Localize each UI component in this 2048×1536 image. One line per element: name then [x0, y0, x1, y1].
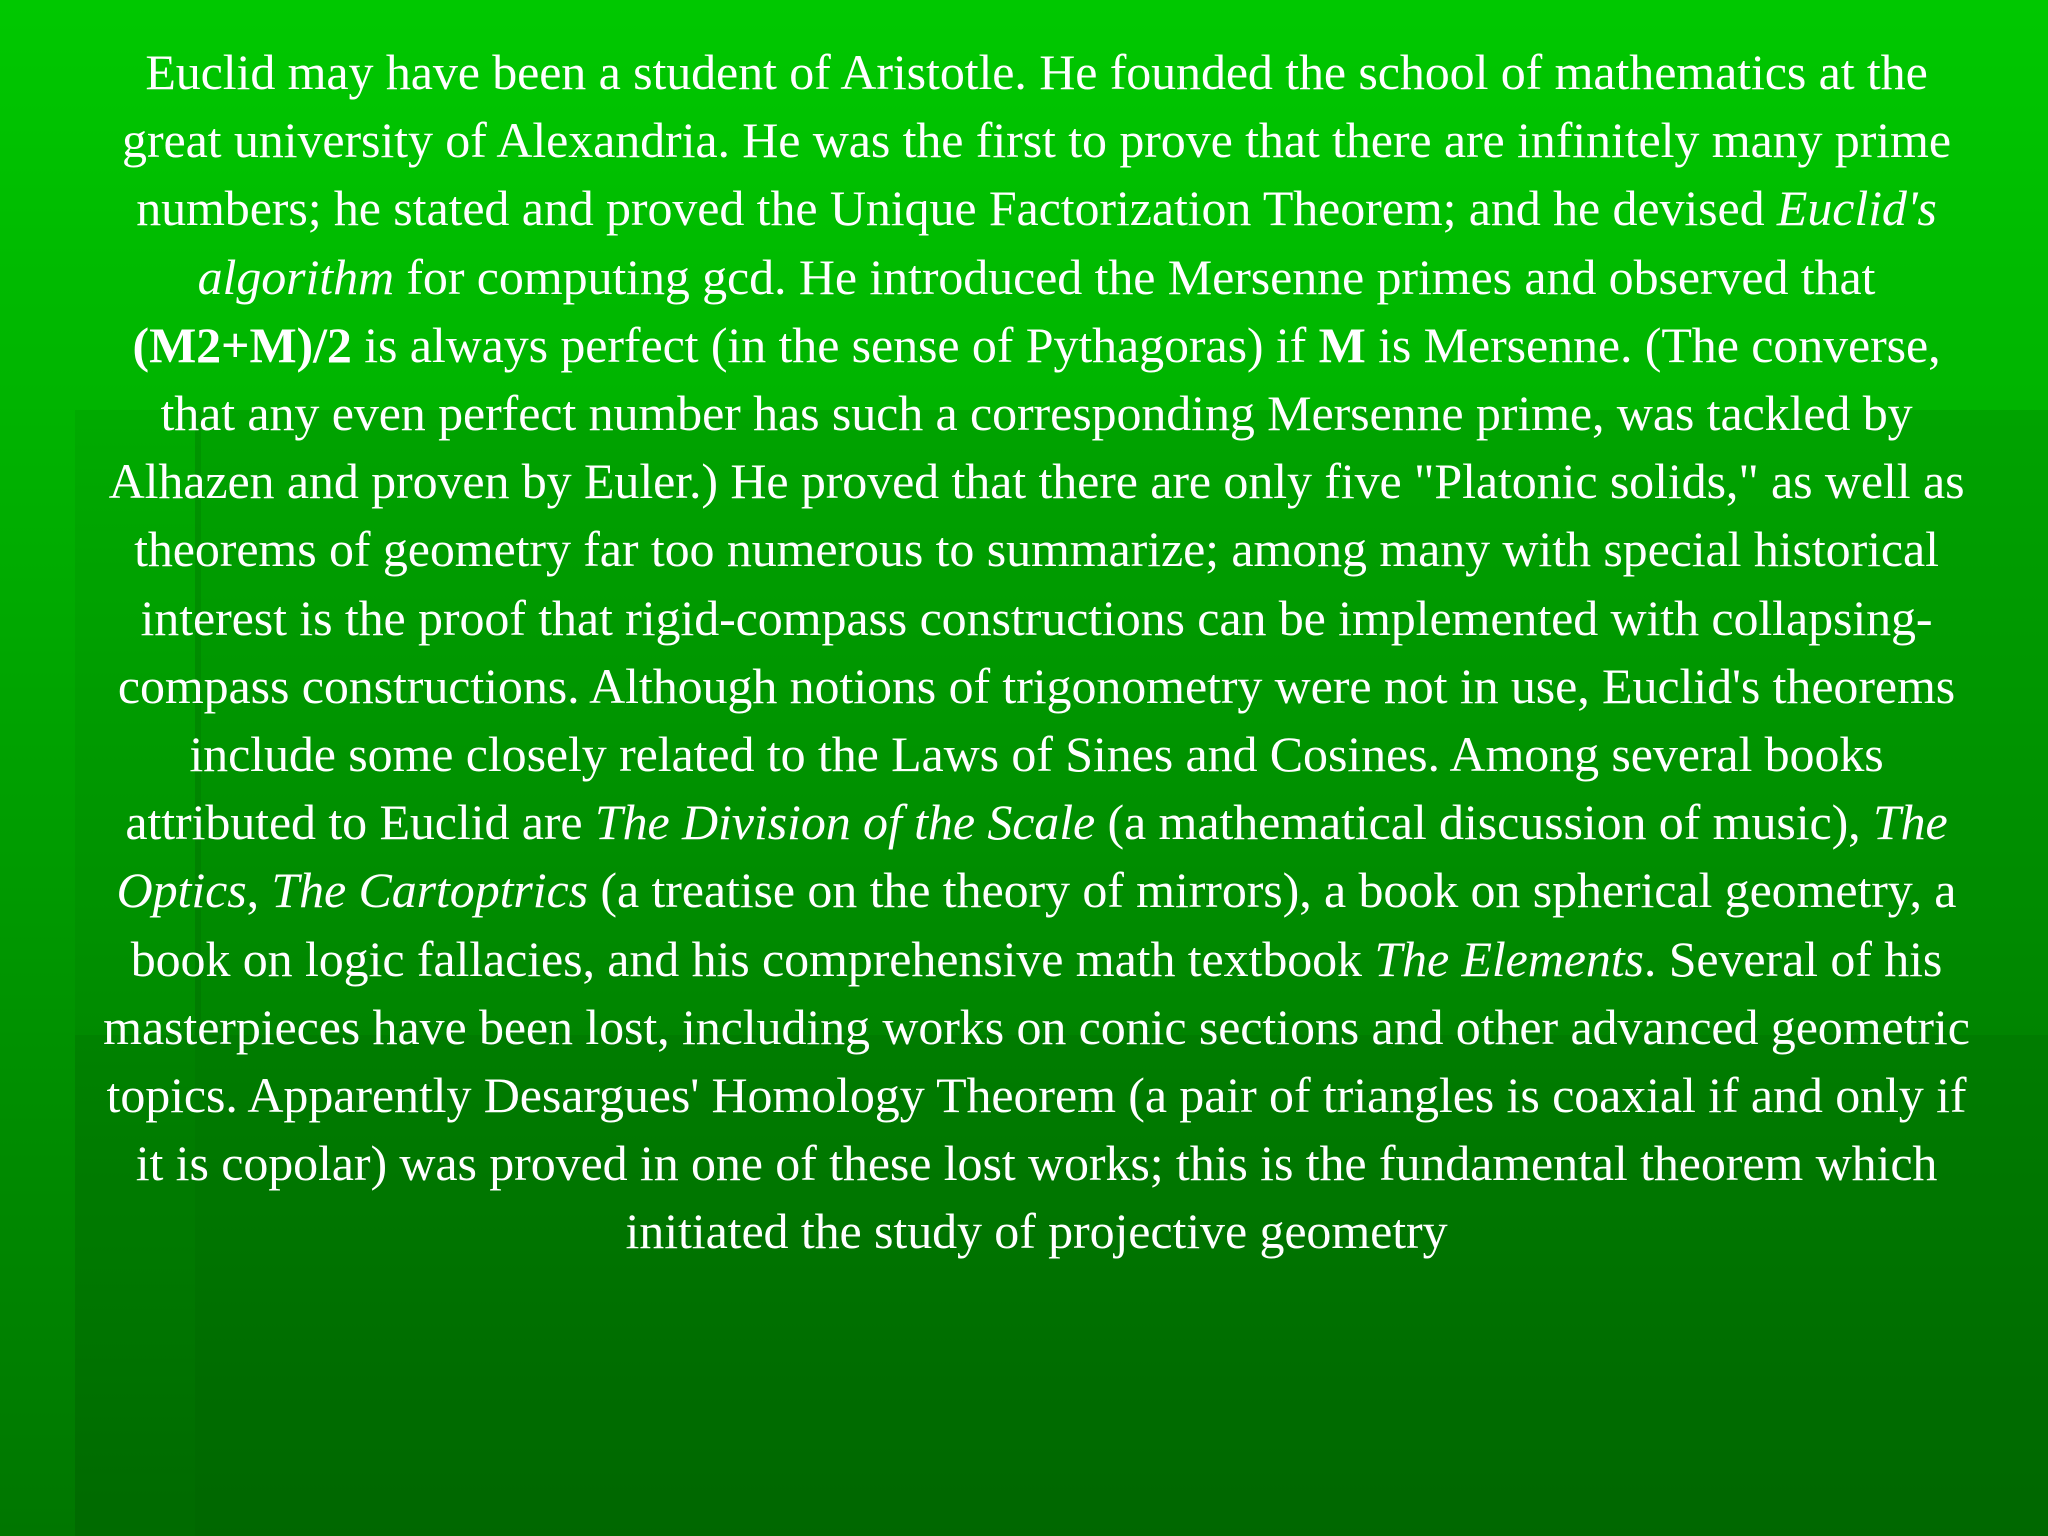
italic-title-the-optics: The Optics — [116, 794, 1948, 919]
bold-formula: (M2+M)/2 — [132, 316, 352, 373]
text-run: , — [246, 862, 272, 919]
text-run: . Several of his masterpieces have been lost, including works on conic sections and other advanced geometric topics. Apparently Desargues' Homology Theorem (a pair of triangles is coaxial if and only if it is copolar) was proved in one of these lost works; this is the fundamental theorem which initiated the study of projective geometry — [103, 930, 1970, 1260]
text-run: is Mersenne. (The converse, that any even perfect number has such a corresponding Mersenne prime, was tackled by Alhazen and proven by Euler.) He proved that there are only five "Platonic solids," as well as theorems of geometry far too numerous to summarize; among many with special historical interest is the proof that rigid-compass constructions can be implemented with collapsing-compass constructions. Although notions of trigonometry were not in use, Euclid's theorems include some closely related to the Laws of Sines and Cosines. Among several books attributed to Euclid are — [108, 316, 1965, 851]
euclid-paragraph — [100, 38, 1973, 1266]
text-run: (a treatise on the theory of mirrors), a book on spherical geometry, a book on logic fallacies, and his comprehensive math textbook — [130, 862, 1957, 987]
italic-title-division-of-the-scale: The Division of the Scale — [594, 794, 1096, 851]
italic-title-the-cartoptrics: The Cartoptrics — [271, 862, 588, 919]
text-run: Euclid may have been a student of Aristotle. He founded the school of mathematics at the great university of Alexandria. He was the first to prove that there are infinitely many prime numbers; he stated and proved the Unique Factorization Theorem; and he devised — [122, 44, 1951, 237]
text-run: (a mathematical discussion of music), — [1095, 794, 1873, 851]
bold-variable-m: M — [1318, 316, 1366, 373]
italic-term-euclids-algorithm: Euclid's algorithm — [197, 180, 1937, 305]
italic-title-the-elements: The Elements — [1374, 930, 1644, 987]
text-run: is always perfect (in the sense of Pythagoras) if — [351, 316, 1319, 373]
text-run: for computing gcd. He introduced the Mersenne primes and observed that — [393, 248, 1876, 305]
